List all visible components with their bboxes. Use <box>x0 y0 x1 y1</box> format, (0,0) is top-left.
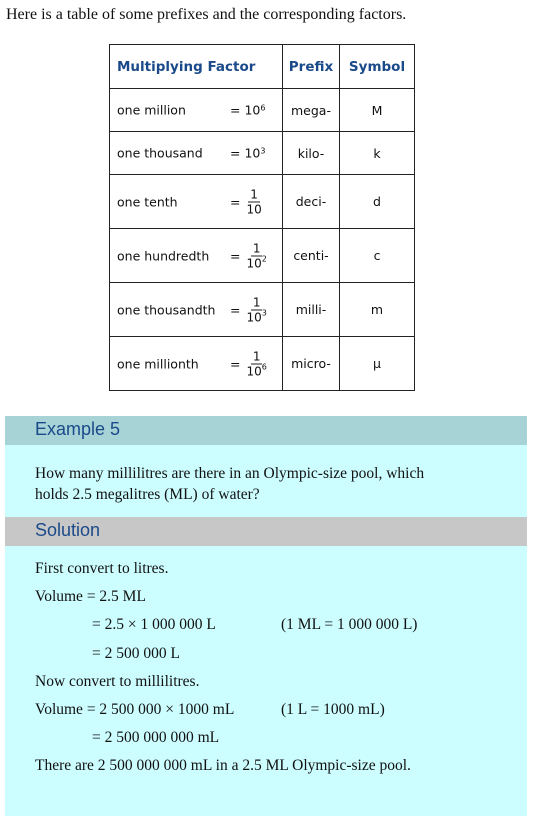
prefix-cell: deci- <box>283 175 340 229</box>
symbol-cell: M <box>340 89 415 132</box>
factor-name: one thousandth <box>117 302 216 317</box>
solution-line: Now convert to millilitres. <box>35 673 200 690</box>
factor-cell <box>110 283 283 337</box>
symbol-cell: μ <box>340 337 415 391</box>
factor-cell <box>110 132 283 175</box>
factor-name: one million <box>117 102 186 118</box>
table-row <box>110 337 415 391</box>
factor-value: = 10 $^3$ <box>230 145 266 161</box>
solution-note: (1 L = 1000 mL) <box>281 701 385 718</box>
table-row <box>110 175 415 229</box>
solution-line: Volume = 2.5 ML <box>35 588 146 605</box>
factor-value: = $\frac{1}{10}$ <box>230 187 262 216</box>
table-header-row <box>110 45 415 89</box>
solution-line: = 2 500 000 L <box>92 645 180 662</box>
header-prefix: Prefix <box>283 45 340 89</box>
solution-line: Volume = 2 500 000 × 1000 mL <box>35 701 235 718</box>
factor-name: one millionth <box>117 356 199 371</box>
solution-line: = 2 500 000 000 mL <box>92 729 220 746</box>
factor-cell <box>110 229 283 283</box>
solution-note: (1 ML = 1 000 000 L) <box>281 616 418 633</box>
table-row <box>110 229 415 283</box>
example-title: Example 5 <box>35 419 121 439</box>
solution-line: = 2.5 × 1 000 000 L <box>92 616 216 633</box>
fraction: $\frac{1}{10}$ <box>246 187 262 216</box>
solution-panel <box>5 546 527 816</box>
symbol-cell: d <box>340 175 415 229</box>
question-line-1: How many millilitres are there in an Olympic-size pool, which <box>35 465 425 482</box>
factor-value: = 10 $^6$ <box>230 102 266 118</box>
prefix-cell: milli- <box>283 283 340 337</box>
intro-text: Here is a table of some prefixes and the corresponding factors. <box>6 6 407 23</box>
header-symbol: Symbol <box>340 45 415 89</box>
prefix-cell: kilo- <box>283 132 340 175</box>
prefix-cell: centi- <box>283 229 340 283</box>
prefix-table <box>109 44 415 391</box>
symbol-cell: k <box>340 132 415 175</box>
fraction: $\frac{1}{10^3}$ <box>246 295 267 324</box>
factor-name: one tenth <box>117 194 178 209</box>
solution-line: First convert to litres. <box>35 560 169 577</box>
symbol-cell: c <box>340 229 415 283</box>
fraction: $\frac{1}{10^2}$ <box>246 241 267 270</box>
prefix-cell: mega- <box>283 89 340 132</box>
prefix-cell: micro- <box>283 337 340 391</box>
solution-header <box>5 517 527 546</box>
table-row <box>110 132 415 175</box>
header-multiplying-factor: Multiplying Factor <box>110 45 283 89</box>
factor-name: one hundredth <box>117 248 210 263</box>
table-row <box>110 283 415 337</box>
example-header <box>5 416 527 445</box>
symbol-cell: m <box>340 283 415 337</box>
solution-title: Solution <box>35 520 101 540</box>
fraction: $\frac{1}{10^6}$ <box>246 349 267 378</box>
factor-value: = $\frac{1}{10^2}$ <box>230 241 267 270</box>
table-row <box>110 89 415 132</box>
factor-name: one thousand <box>117 145 203 161</box>
factor-cell <box>110 89 283 132</box>
example-panel <box>5 445 527 517</box>
factor-cell <box>110 175 283 229</box>
solution-conclusion: There are 2 500 000 000 mL in a 2.5 ML Olympic-size pool. <box>35 757 411 774</box>
question-line-2: holds 2.5 megalitres (ML) of water? <box>35 486 260 503</box>
factor-value: = $\frac{1}{10^3}$ <box>230 295 267 324</box>
factor-value: = $\frac{1}{10^6}$ <box>230 349 267 378</box>
factor-cell <box>110 337 283 391</box>
